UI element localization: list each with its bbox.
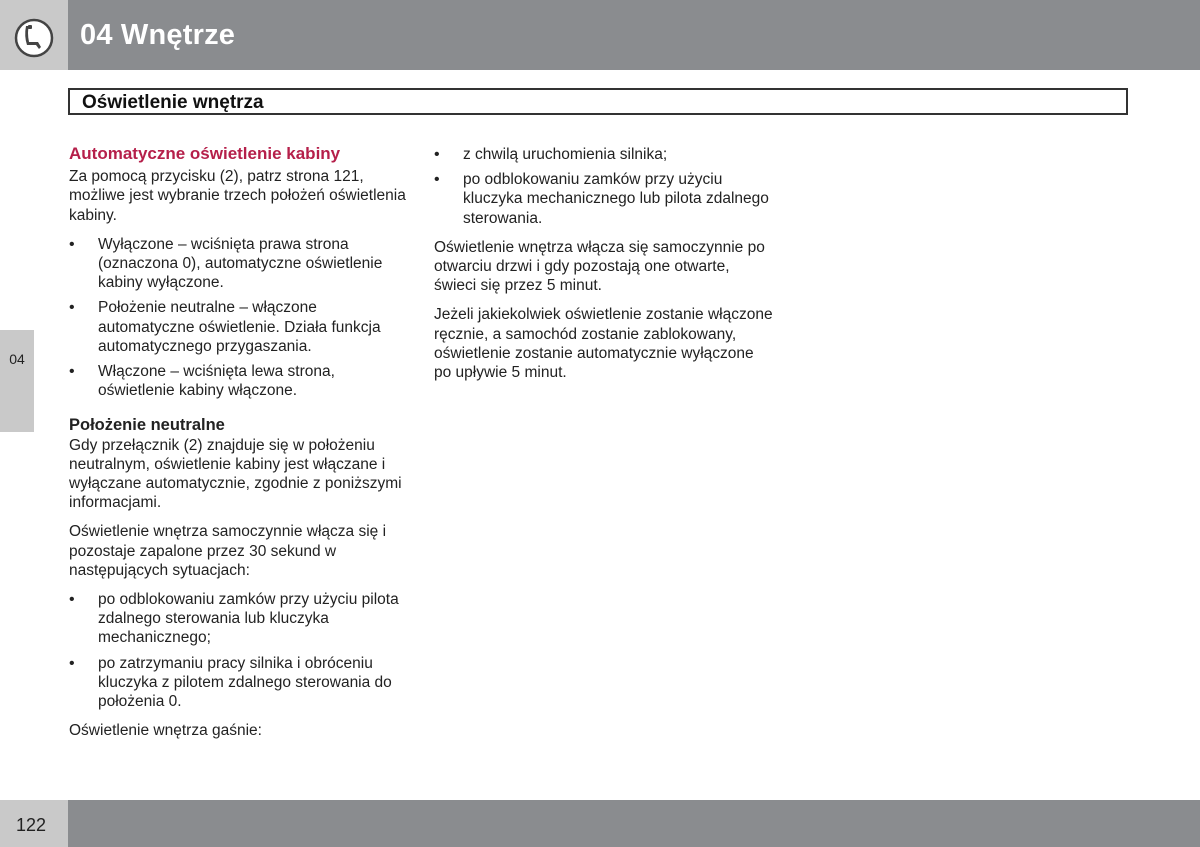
footer-bar [68, 800, 1200, 847]
list-item: • po odblokowaniu zamków przy użyciu kluczyka mechanicznego lub pilota zdalnego sterowania. [434, 170, 774, 228]
list-item: • Włączone – wciśnięta lewa strona, oświetlenie kabiny włączone. [69, 362, 409, 400]
door-open-paragraph: Oświetlenie wnętrza włącza się samoczynnie po otwarciu drzwi i gdy pozostają one otwarte, świeci się przez 5 minut. [434, 238, 765, 295]
neutral-position-heading: Położenie neutralne [69, 416, 225, 435]
seat-icon [14, 18, 54, 58]
auto-lighting-heading: Automatyczne oświetlenie kabiny [69, 144, 341, 163]
side-tab-label: 04 [9, 351, 25, 367]
position-list [69, 235, 409, 401]
auto-on-paragraph: Oświetlenie wnętrza samoczynnie włącza się i pozostaje zapalone przez 30 sekund w następujących sytuacjach: [69, 523, 387, 579]
neutral-paragraph: Gdy przełącznik (2) znajduje się w położeniu neutralnym, oświetlenie kabiny jest włączane i wyłączane automatycznie, zgodnie z poniższymi informacjami. [69, 436, 402, 512]
list-item: • Położenie neutralne – włączone automatyczne oświetlenie. Działa funkcja automatycznego przygaszania. [69, 298, 409, 356]
list-item: • z chwilą uruchomienia silnika; [434, 145, 774, 164]
section-title: Oświetlenie wnętrza [82, 92, 264, 113]
situations-list [69, 590, 409, 711]
intro-paragraph: Za pomocą przycisku (2), patrz strona 121, możliwe jest wybranie trzech położeń oświetlenia kabiny. [69, 168, 406, 224]
off-conditions-list [434, 145, 774, 228]
section-title-box [68, 88, 1128, 115]
page-number: 122 [16, 815, 47, 835]
lighting-off-paragraph: Oświetlenie wnętrza gaśnie: [69, 722, 262, 740]
chapter-title: 04 Wnętrze [80, 19, 236, 51]
right-column [434, 145, 774, 392]
chapter-side-tab [0, 330, 34, 432]
header-bar [68, 0, 1200, 70]
left-column [69, 144, 409, 750]
list-item: • po zatrzymaniu pracy silnika i obróceniu kluczyka z pilotem zdalnego sterowania do położenia 0. [69, 654, 409, 712]
list-item: • po odblokowaniu zamków przy użyciu pilota zdalnego sterowania lub kluczyka mechanicznego; [69, 590, 409, 648]
list-item: • Wyłączone – wciśnięta prawa strona (oznaczona 0), automatyczne oświetlenie kabiny wyłączone. [69, 235, 409, 293]
manual-lighting-paragraph: Jeżeli jakiekolwiek oświetlenie zostanie włączone ręcznie, a samochód zostanie zablokowany, oświetlenie zostanie automatycznie wyłączone po upływie 5 minut. [434, 306, 773, 382]
